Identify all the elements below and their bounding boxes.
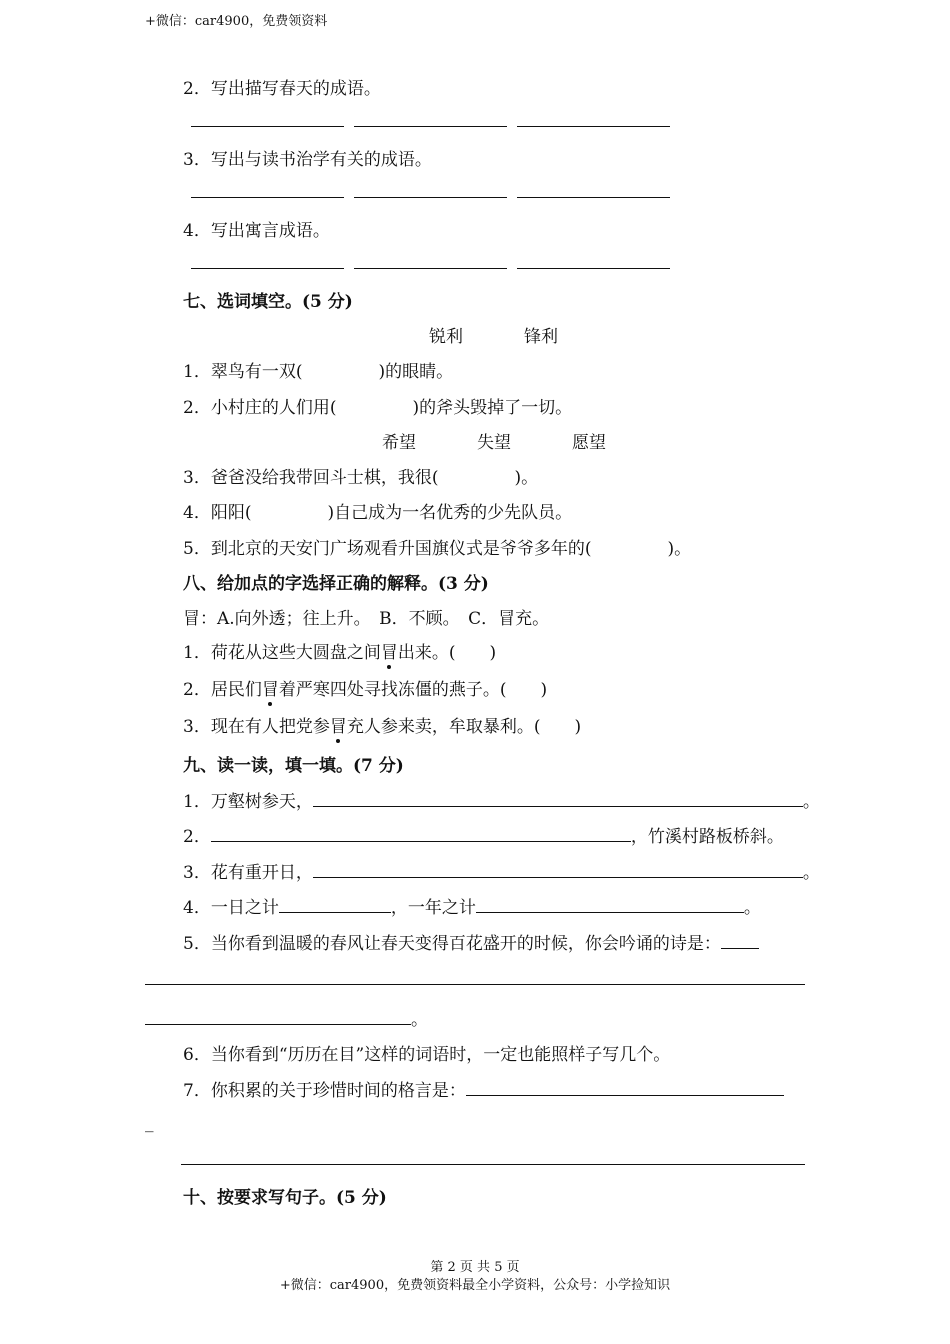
question-7-5: 5．到北京的天安门广场观看升国旗仪式是爷爷多年的( )。 <box>183 539 692 559</box>
question-7-4: 4．阳阳( )自己成为一名优秀的少先队员。 <box>183 503 573 523</box>
question-9-1: 1．万壑树参天， 。 <box>183 787 820 812</box>
section-8-title: 八、给加点的字选择正确的解释。(3 分) <box>183 574 489 594</box>
question-8-1: 1．荷花从这些大圆盘之间冒出来。( ) <box>183 638 496 663</box>
word-choice: 锐利 <box>429 327 463 347</box>
question-6-3: 3．写出与读书治学有关的成语。 <box>183 150 432 170</box>
answer-blank[interactable] <box>313 859 803 878</box>
question-9-3: 3．花有重开日， 。 <box>183 858 820 883</box>
answer-blank[interactable] <box>313 788 803 807</box>
answer-blank[interactable] <box>517 268 670 269</box>
section-10-title: 十、按要求写句子。(5 分) <box>183 1188 387 1208</box>
section-9-title: 九、读一读，填一填。(7 分) <box>183 756 404 776</box>
answer-line[interactable] <box>145 984 805 985</box>
answer-blank[interactable] <box>466 1077 784 1096</box>
footer-note: +微信：car4900，免费领资料最全小学资料，公众号：小学捡知识 <box>279 1278 671 1293</box>
answer-blank[interactable] <box>354 126 507 127</box>
answer-blank[interactable] <box>279 894 391 913</box>
dotted-character: 冒 <box>262 675 279 700</box>
word-choice: 希望 <box>382 433 416 453</box>
question-9-5: 5．当你看到温暖的春风让春天变得百花盛开的时候，你会吟诵的诗是： <box>183 929 759 954</box>
answer-blank[interactable] <box>517 197 670 198</box>
question-9-4: 4．一日之计 ，一年之计 。 <box>183 893 761 918</box>
section-7-title: 七、选词填空。(5 分) <box>183 292 353 312</box>
answer-blank[interactable] <box>517 126 670 127</box>
answer-line[interactable] <box>181 1164 805 1165</box>
question-6-2: 2．写出描写春天的成语。 <box>183 79 381 99</box>
answer-blank[interactable] <box>145 1006 411 1025</box>
word-choice: 锋利 <box>524 327 558 347</box>
question-9-2: 2． ，竹溪村路板桥斜。 <box>183 822 784 847</box>
answer-blank[interactable] <box>211 823 631 842</box>
question-7-2: 2．小村庄的人们用( )的斧头毁掉了一切。 <box>183 398 573 418</box>
definition-options: 冒：A.向外透；往上升。 B．不顾。 C．冒充。 <box>183 609 550 629</box>
answer-blank[interactable] <box>476 894 744 913</box>
stray-underscore: _ <box>145 1113 154 1133</box>
answer-blank[interactable] <box>721 930 759 949</box>
question-9-6: 6．当你看到“历历在目”这样的词语时，一定也能照样子写几个。 <box>183 1045 671 1065</box>
question-6-4: 4．写出寓言成语。 <box>183 221 330 241</box>
question-8-3: 3．现在有人把党参冒充人参来卖，牟取暴利。( ) <box>183 712 581 737</box>
question-9-7: 7．你积累的关于珍惜时间的格言是： <box>183 1076 784 1101</box>
dotted-character: 冒 <box>330 712 347 737</box>
answer-blank[interactable] <box>191 197 344 198</box>
word-choice: 失望 <box>477 433 511 453</box>
dotted-character: 冒 <box>381 638 398 663</box>
question-9-5-end: 。 <box>145 1005 428 1030</box>
header-note: +微信：car4900，免费领资料 <box>145 14 328 29</box>
answer-blank[interactable] <box>354 197 507 198</box>
answer-blank[interactable] <box>191 268 344 269</box>
question-7-1: 1．翠鸟有一双( )的眼睛。 <box>183 362 454 382</box>
page-number: 第 2 页 共 5 页 <box>430 1260 520 1275</box>
word-choice: 愿望 <box>572 433 606 453</box>
question-8-2: 2．居民们冒着严寒四处寻找冻僵的燕子。( ) <box>183 675 547 700</box>
question-7-3: 3．爸爸没给我带回斗士棋，我很( )。 <box>183 468 539 488</box>
answer-blank[interactable] <box>191 126 344 127</box>
answer-blank[interactable] <box>354 268 507 269</box>
